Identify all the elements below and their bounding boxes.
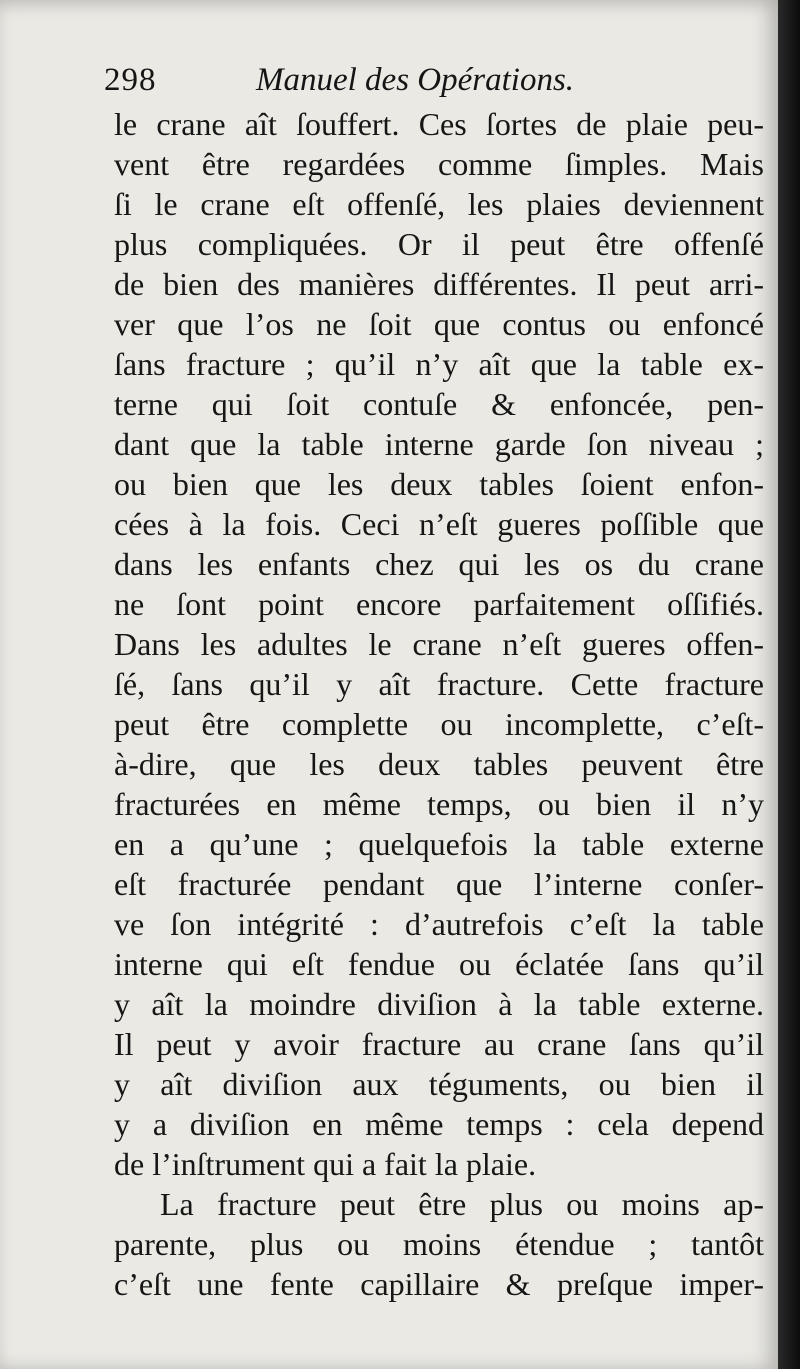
text-line: cées à la fois. Ceci n’eſt gueres poſſible que bbox=[114, 506, 764, 542]
text-line: à-dire, que les deux tables peuvent être bbox=[114, 746, 764, 782]
text-line: ſi le crane eſt offenſé, les plaies deviennent bbox=[114, 186, 764, 222]
text-line: en a qu’une ; quelquefois la table externe bbox=[114, 826, 764, 862]
text-line: peut être complette ou incomplette, c’eſt- bbox=[114, 706, 764, 742]
text-line: le crane aît ſouffert. Ces ſortes de plaie peu- bbox=[114, 106, 764, 142]
text-line: ve ſon intégrité : d’autrefois c’eſt la table bbox=[114, 906, 764, 942]
text-line: ſans fracture ; qu’il n’y aît que la table ex- bbox=[114, 346, 764, 382]
text-line: y aît la moindre diviſion à la table externe. bbox=[114, 986, 764, 1022]
text-line: dans les enfants chez qui les os du crane bbox=[114, 546, 764, 582]
text-line: parente, plus ou moins étendue ; tantôt bbox=[114, 1226, 764, 1262]
text-line: dant que la table interne garde ſon niveau ; bbox=[114, 426, 764, 462]
text-line: ver que l’os ne ſoit que contus ou enfoncé bbox=[114, 306, 764, 342]
text-line: terne qui ſoit contuſe & enfoncée, pen- bbox=[114, 386, 764, 422]
text-line: fracturées en même temps, ou bien il n’y bbox=[114, 786, 764, 822]
text-line: y aît diviſion aux téguments, ou bien il bbox=[114, 1066, 764, 1102]
text-line: eſt fracturée pendant que l’interne conſer- bbox=[114, 866, 764, 902]
text-line: c’eſt une fente capillaire & preſque imper- bbox=[114, 1266, 764, 1302]
body-text bbox=[114, 104, 764, 1304]
page-header bbox=[104, 62, 604, 108]
text-line: ou bien que les deux tables ſoient enfon- bbox=[114, 466, 764, 502]
text-line: ſé, ſans qu’il y aît fracture. Cette fracture bbox=[114, 666, 764, 702]
text-line: vent être regardées comme ſimples. Mais bbox=[114, 146, 764, 182]
text-line: plus compliquées. Or il peut être offenſé bbox=[114, 226, 764, 262]
page-number: 298 bbox=[104, 62, 157, 98]
text-line: y a diviſion en même temps : cela depend bbox=[114, 1106, 764, 1142]
text-line: de l’inſtrument qui a fait la plaie. bbox=[114, 1146, 537, 1182]
binding-shadow bbox=[778, 0, 800, 1369]
running-title: Manuel des Opérations. bbox=[256, 62, 575, 98]
text-line: Dans les adultes le crane n’eſt gueres offen- bbox=[114, 626, 764, 662]
text-line: ne ſont point encore parfaitement oſſifiés. bbox=[114, 586, 764, 622]
text-line: Il peut y avoir fracture au crane ſans qu’il bbox=[114, 1026, 764, 1062]
text-line: interne qui eſt fendue ou éclatée ſans qu’il bbox=[114, 946, 764, 982]
text-line: de bien des manières différentes. Il peut arri- bbox=[114, 266, 764, 302]
text-line: La fracture peut être plus ou moins ap- bbox=[160, 1186, 764, 1222]
